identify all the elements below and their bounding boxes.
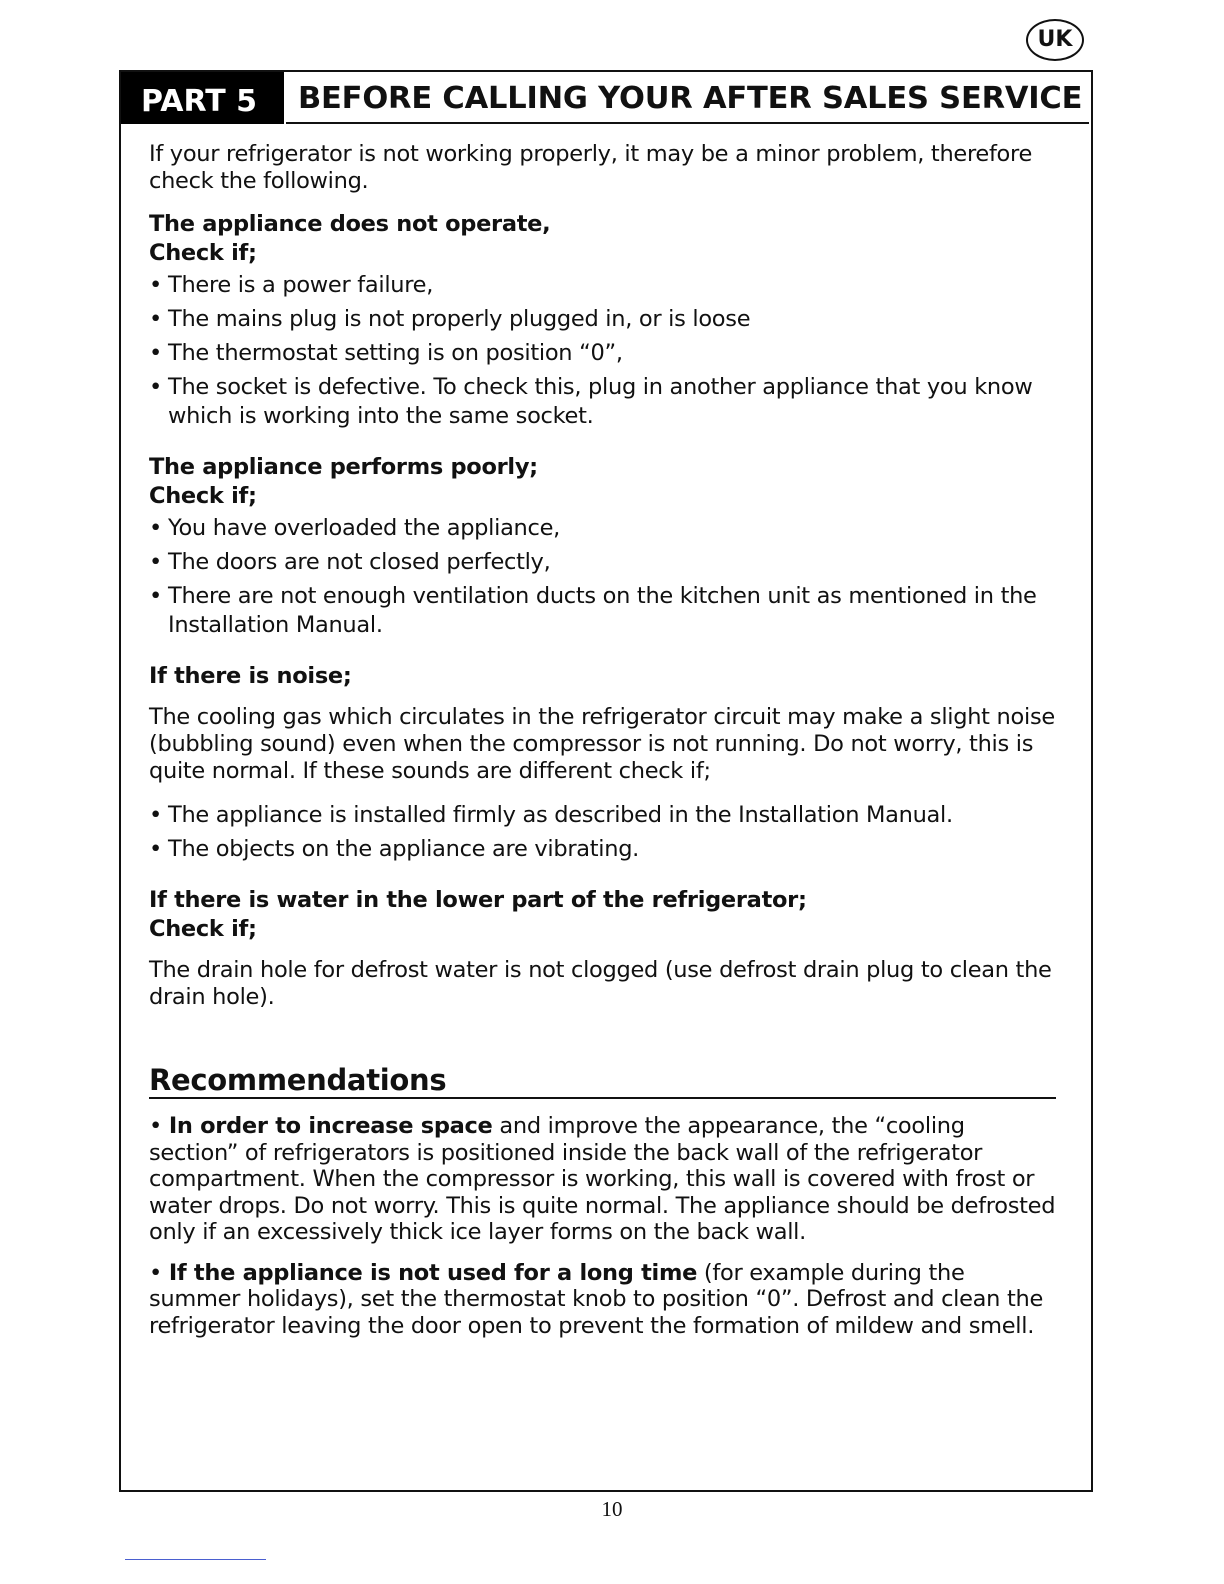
recommendation-lead: In order to increase space: [168, 1113, 493, 1139]
bullet-glyph: •: [149, 1259, 169, 1286]
list-item: • The thermostat setting is on position “0”,: [149, 339, 1059, 368]
list-item: • You have overloaded the appliance,: [149, 514, 1059, 543]
section-water: [149, 886, 1059, 1011]
part-label: PART 5: [121, 72, 284, 124]
recommendation-lead: If the appliance is not used for a long time: [168, 1259, 698, 1286]
list-item: • The appliance is installed firmly as described in the Installation Manual.: [149, 801, 1059, 830]
list-item: • There is a power failure,: [149, 271, 1059, 300]
check-label: Check if;: [149, 240, 257, 266]
recommendation-text: and improve the appearance, the “cooling section” of refrigerators is positioned inside the back wall of the refrigerator compartment. When the compressor is working, this wall is covered with frost or water drops. Do not worry. This is quite normal. The appliance should be defrosted only if an excessively thick ice layer forms on the back wall.: [149, 1113, 1056, 1245]
footer-divider: [125, 1559, 266, 1560]
page-number: 10: [601, 1497, 623, 1521]
section-no-operate: [149, 210, 1059, 431]
page-title: BEFORE CALLING YOUR AFTER SALES SERVICE: [286, 72, 1089, 124]
list-item: • The objects on the appliance are vibrating.: [149, 835, 1059, 864]
intro-text: If your refrigerator is not working properly, it may be a minor problem, therefore check the following.: [149, 141, 1033, 194]
check-label: Check if;: [149, 483, 257, 509]
recommendation-item: [149, 1260, 1059, 1340]
section-title: The appliance does not operate,: [149, 211, 551, 237]
list-item: • The socket is defective. To check this, plug in another appliance that you know which is working into the same socket.: [149, 373, 1059, 431]
main-content: [149, 141, 1059, 1339]
list-item: • The doors are not closed perfectly,: [149, 548, 1059, 577]
section-title: If there is noise;: [149, 663, 352, 689]
bullet-glyph: •: [149, 1113, 169, 1139]
recommendation-text: (for example during the summer holidays), set the thermostat knob to position “0”. Defrost and clean the refrigerator leaving the door open to prevent the formation of mildew and smell.: [149, 1259, 1043, 1339]
bullet-list: [149, 271, 1059, 431]
bullet-list: [149, 514, 1059, 640]
recommendation-item: [149, 1113, 1059, 1246]
list-item: • There are not enough ventilation ducts on the kitchen unit as mentioned in the Installation Manual.: [149, 582, 1059, 640]
section-text: The cooling gas which circulates in the refrigerator circuit may make a slight noise (bubbling sound) even when the compressor is not running. Do not worry, this is quite normal. If these sounds are different check if;: [149, 704, 1055, 784]
section-title: The appliance performs poorly;: [149, 454, 538, 480]
section-noise: [149, 662, 1059, 864]
section-performs-poorly: [149, 453, 1059, 640]
bullet-list: [149, 801, 1059, 864]
region-badge: UK: [1026, 19, 1084, 61]
section-text: The drain hole for defrost water is not clogged (use defrost drain plug to clean the drain hole).: [149, 957, 1052, 1010]
check-label: Check if;: [149, 916, 257, 942]
section-title: If there is water in the lower part of the refrigerator;: [149, 887, 807, 913]
list-item: • The mains plug is not properly plugged in, or is loose: [149, 305, 1059, 334]
recommendations-heading: Recommendations: [149, 1063, 1056, 1099]
